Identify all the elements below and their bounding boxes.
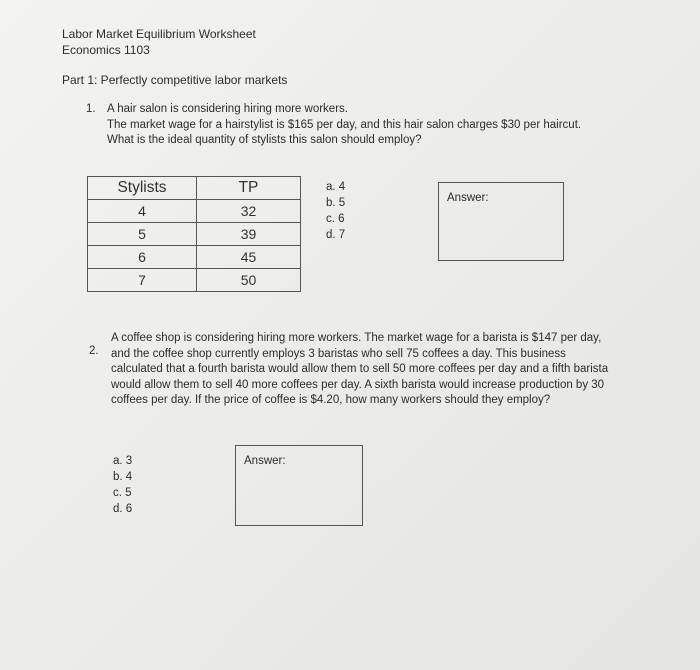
part-heading: Part 1: Perfectly competitive labor markets [62, 73, 288, 87]
q2-line: calculated that a fourth barista would allow them to sell 50 more coffees per day and a fifth barista [111, 363, 609, 375]
table-header-tp: TP [197, 177, 301, 200]
q2-number: 2. [89, 345, 99, 357]
q2-line: and the coffee shop currently employs 3 baristas who sell 75 coffees a day. This business [111, 347, 566, 360]
q1-text [107, 102, 581, 149]
table-cell: 6 [88, 246, 197, 269]
q2-answer-box[interactable] [235, 445, 363, 526]
course-name: Economics 1103 [62, 43, 150, 57]
q2-option-d[interactable]: d. 6 [113, 503, 133, 515]
q2-line: would allow them to sell 40 more coffees per day. A sixth barista would increase production by 30 [111, 378, 605, 391]
table-header-stylists: Stylists [88, 177, 197, 200]
table-cell: 50 [197, 269, 301, 292]
q2-answer-label: Answer: [244, 455, 286, 467]
table-header-row [88, 177, 301, 200]
q2-option-c[interactable]: c. 5 [113, 487, 132, 499]
q1-line: What is the ideal quantity of stylists this salon should employ? [107, 134, 422, 146]
q2-options [113, 453, 132, 517]
table-cell: 39 [197, 223, 301, 246]
q1-line: The market wage for a hairstylist is $165 per day, and this hair salon charges $30 per haircut. [107, 118, 582, 131]
tp-table [87, 176, 301, 292]
table-row [88, 223, 301, 246]
table-cell: 4 [88, 200, 197, 223]
q2-line: coffees per day. If the price of coffee is $4.20, how many workers should they employ? [111, 394, 551, 406]
q2-line: A coffee shop is considering hiring more workers. The market wage for a barista is $147 per day, [111, 332, 602, 344]
table-cell: 32 [197, 200, 301, 223]
table-row [88, 200, 301, 223]
q1-option-d[interactable]: d. 7 [326, 229, 346, 241]
table-row [88, 269, 301, 292]
worksheet-title: Labor Market Equilibrium Worksheet [62, 27, 256, 41]
q1-option-b[interactable]: b. 5 [326, 197, 346, 209]
table-cell: 7 [88, 269, 197, 292]
table-cell: 45 [197, 246, 301, 269]
q1-option-a[interactable]: a. 4 [326, 181, 346, 193]
q1-answer-label: Answer: [447, 192, 489, 204]
q2-option-b[interactable]: b. 4 [113, 471, 133, 483]
q1-line: A hair salon is considering hiring more workers. [107, 103, 348, 115]
table-cell: 5 [88, 223, 197, 246]
q1-options [326, 179, 345, 243]
q2-text [111, 331, 608, 409]
q1-option-c[interactable]: c. 6 [326, 213, 345, 225]
q2-option-a[interactable]: a. 3 [113, 455, 133, 467]
q1-answer-box[interactable] [438, 182, 564, 261]
q1-number: 1. [86, 103, 96, 115]
table-row [88, 246, 301, 269]
